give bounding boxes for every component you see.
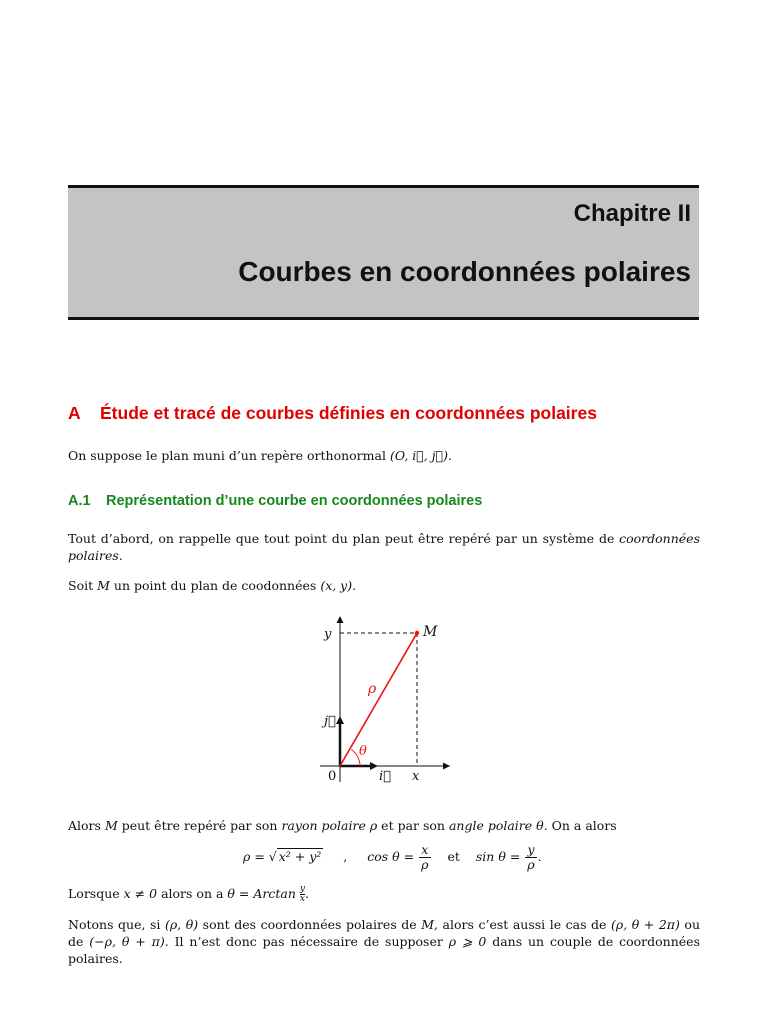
label-rho: ρ — [368, 681, 377, 697]
para5-l1b: sont des coordonnées polaires de — [202, 917, 417, 932]
formula-sep: , — [343, 849, 348, 864]
y-axis-arrow — [337, 616, 344, 623]
intro-frame: (O, i⃗, j⃗). — [389, 448, 452, 463]
para1-end: . — [118, 548, 123, 563]
paragraph-non-uniqueness — [68, 916, 700, 967]
para5-l2b: dans un couple de coordonnées polaires. — [68, 934, 700, 966]
para3-t1: Alors — [68, 818, 101, 833]
chapter-label: Chapitre II — [573, 200, 691, 227]
cos-num: x — [419, 843, 430, 858]
para3-theta: θ — [536, 818, 544, 833]
para5-cond: ρ ⩾ 0 — [448, 934, 487, 949]
para3-rho: ρ — [369, 818, 378, 833]
para2-point: M — [97, 578, 110, 593]
rho-segment — [340, 633, 417, 766]
para4-end: . — [304, 886, 309, 901]
section-heading — [68, 403, 597, 424]
section-number: A — [68, 403, 81, 423]
x-axis-arrow — [443, 763, 450, 770]
label-i: i⃗ — [379, 769, 391, 784]
para5-pair3: (−ρ, θ + π) — [89, 934, 165, 949]
para3-t3: et par son — [381, 818, 445, 833]
para1-emph: coordonnées polaires — [68, 531, 700, 563]
subsection-heading — [68, 493, 482, 509]
formula-end: . — [537, 849, 542, 864]
para4-num: y — [299, 884, 305, 894]
para3-t4: . On a alors — [543, 818, 617, 833]
para2-after: un point du plan de coodonnées — [113, 578, 317, 593]
paragraph-polar-definitions — [68, 817, 700, 834]
para2-coords: (x, y). — [320, 578, 357, 593]
unit-vector-i-arrow — [370, 762, 378, 770]
para5-l1a: Notons que, si — [68, 917, 161, 932]
label-m: M — [423, 624, 438, 640]
formula-rho-eq: ρ = — [243, 849, 265, 864]
point-m — [415, 631, 419, 635]
chapter-header — [68, 185, 699, 320]
para3-m: M — [104, 818, 118, 833]
display-formula: ρ = √ x² + y² , cos θ = $\frac{x}{\rho}$ et sin θ = $\frac{y}{\rho}$ . — [243, 842, 542, 872]
para5-l2: . Il n’est donc pas nécessaire de supposer — [164, 934, 443, 949]
intro-text: On suppose le plan muni d’un repère orthonormal — [68, 448, 386, 463]
polar-coordinates-figure — [300, 612, 470, 792]
para4-t1: Lorsque — [68, 886, 120, 901]
intro-paragraph — [68, 447, 700, 464]
para5-pair1: (ρ, θ) — [164, 917, 199, 932]
sin-den: ρ — [527, 857, 535, 872]
para5-m: M — [421, 917, 435, 932]
paragraph-point-m — [68, 577, 700, 594]
subsection-number: A.1 — [68, 493, 91, 509]
formula-sin: sin θ = — [475, 849, 521, 864]
para4-expr: θ = Arctan — [227, 886, 296, 901]
para3-rayon: rayon polaire — [281, 818, 366, 833]
section-title: Étude et tracé de courbes définies en coordonnées polaires — [100, 403, 597, 423]
para3-t2: peut être repéré par son — [121, 818, 278, 833]
para5-pair2: (ρ, θ + 2π) — [611, 917, 680, 932]
sin-num: y — [525, 843, 536, 858]
formula-cos: cos θ = — [367, 849, 415, 864]
para3-angle: angle polaire — [448, 818, 533, 833]
cos-den: ρ — [421, 857, 429, 872]
label-x: x — [412, 769, 420, 784]
formula-cos-frac — [419, 843, 430, 872]
paragraph-polar-intro — [68, 530, 700, 564]
para5-l1d: ou de — [68, 917, 700, 949]
formula-et: et — [447, 849, 460, 864]
para4-den: x — [299, 894, 305, 904]
para4-cond: x ≠ 0 — [123, 886, 158, 901]
label-j: j⃗ — [324, 714, 336, 729]
paragraph-arctan — [68, 885, 700, 904]
label-y: y — [324, 627, 332, 642]
label-theta: θ — [359, 744, 367, 759]
formula-sqrt: x² + y² — [278, 849, 322, 864]
chapter-title: Courbes en coordonnées polaires — [238, 256, 691, 287]
para5-l1c: , alors c’est aussi le cas de — [434, 917, 607, 932]
para2-before: Soit — [68, 578, 94, 593]
label-origin: 0 — [328, 769, 337, 784]
para4-t2: alors on a — [161, 886, 224, 901]
subsection-title: Représentation d’une courbe en coordonnées polaires — [106, 493, 483, 509]
para1-text: Tout d’abord, on rappelle que tout point du plan peut être repéré par un système de — [68, 531, 615, 546]
formula-sin-frac — [525, 843, 536, 872]
unit-vector-j-arrow — [336, 716, 344, 724]
